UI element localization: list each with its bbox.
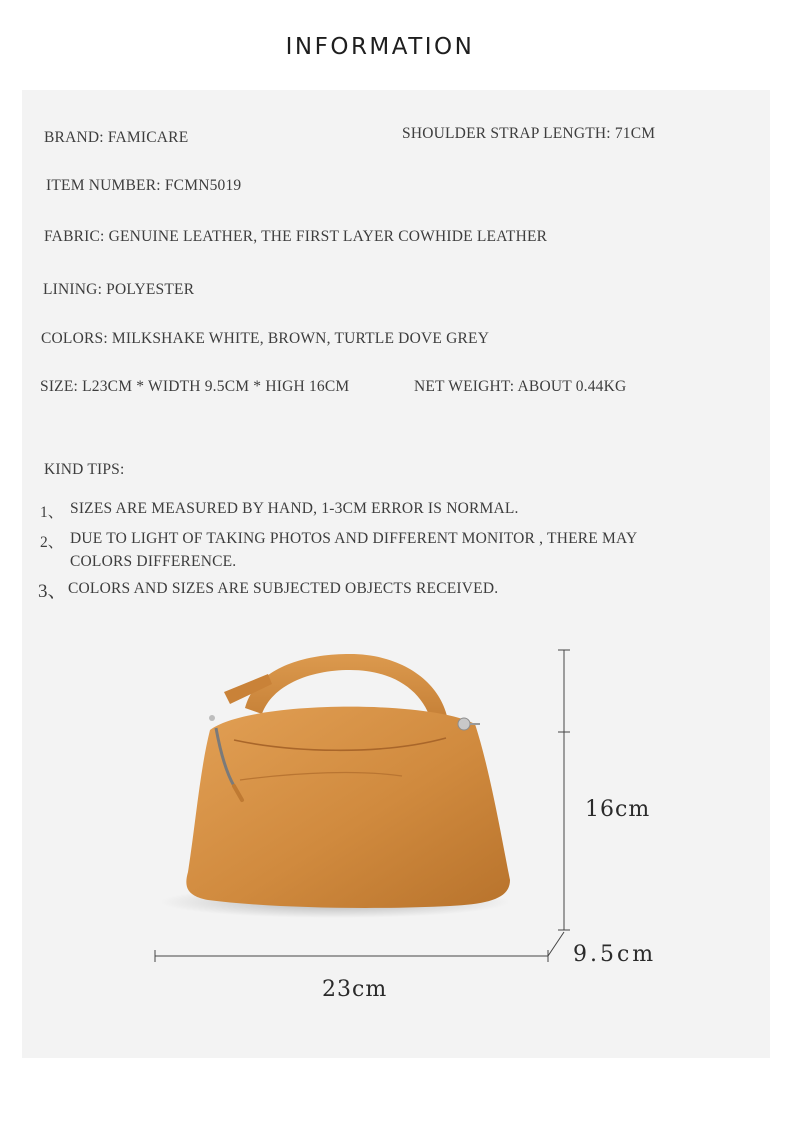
kind-tips-heading: KIND TIPS:	[44, 461, 125, 478]
tip-number: 3、	[38, 581, 67, 602]
brand-text: BRAND: FAMICARE	[44, 129, 189, 146]
fabric-text: FABRIC: GENUINE LEATHER, THE FIRST LAYER COWHIDE LEATHER	[44, 228, 548, 245]
strap-length-text: SHOULDER STRAP LENGTH: 71CM	[402, 125, 656, 142]
tip-text: SIZES ARE MEASURED BY HAND, 1-3CM ERROR IS NORMAL.	[70, 500, 519, 517]
tip-text: COLORS AND SIZES ARE SUBJECTED OBJECTS RECEIVED.	[68, 580, 499, 597]
colors-text: COLORS: MILKSHAKE WHITE, BROWN, TURTLE DOVE GREY	[41, 330, 490, 347]
handbag-image	[150, 640, 590, 980]
size-text: SIZE: L23CM * WIDTH 9.5CM * HIGH 16CM	[40, 378, 350, 395]
length-dimension: 23cm	[322, 977, 388, 1002]
net-weight-text: NET WEIGHT: ABOUT 0.44KG	[414, 378, 627, 395]
tip-text: COLORS DIFFERENCE.	[70, 553, 237, 570]
item-number-text: ITEM NUMBER: FCMN5019	[46, 177, 242, 194]
page-title: INFORMATION	[285, 34, 475, 60]
depth-dimension: 9.5cm	[573, 942, 657, 967]
height-dimension: 16cm	[585, 797, 651, 822]
tip-number: 2、	[40, 534, 64, 551]
tip-text: DUE TO LIGHT OF TAKING PHOTOS AND DIFFERENT MONITOR , THERE MAY	[70, 530, 638, 547]
tip-number: 1、	[40, 504, 64, 521]
lining-text: LINING: POLYESTER	[43, 281, 195, 298]
